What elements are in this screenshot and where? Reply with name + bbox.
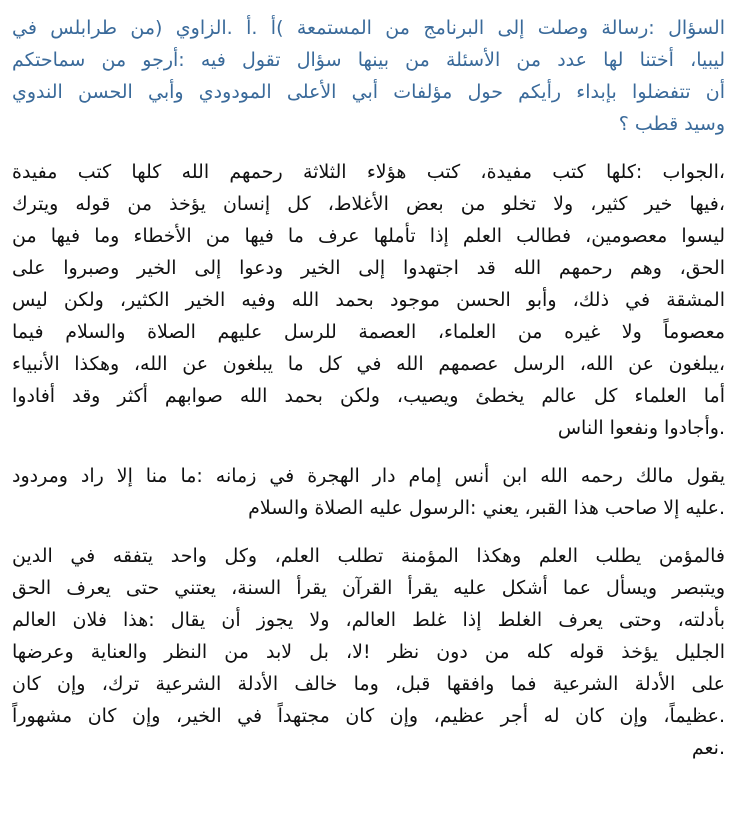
answer-line: المشقة في ذلك، وأبو الحسن موجود بحمد الله وفيه الخير الكثير، ولكن ليس (12, 289, 725, 311)
paragraph-line: بأدلته، وحتى يعرف الغلط إذا غلط العالم، ولا يجوز أن يقال :هذا فلان العالم (12, 609, 725, 631)
question-paragraph (12, 12, 725, 140)
paragraph-line: .عليه إلا صاحب هذا القبر، يعني :الرسول عليه الصلاة والسلام (248, 497, 725, 519)
answer-line: أما العلماء كل عالم يخطئ ويصيب، ولكن بحمد الله صوابهم أكثر وقد أفادوا (12, 385, 725, 407)
answer-paragraph (12, 156, 725, 444)
paragraph-line: ويتبصر ويسأل عما أشكل عليه يقرأ القرآن يقرأ السنة، يعتني حتى يعرف الحق (12, 577, 725, 599)
question-line: السؤال :رسالة وصلت إلى البرنامج من المستمعة )أ .أ .الزاوي (من طرابلس في (12, 17, 725, 39)
paragraph-line: الجليل يؤخذ قوله كله من دون نظر !لا، بل لابد من النظر والعناية وعرضها (12, 641, 725, 663)
answer-line: معصوماً ولا غيره من العلماء، العصمة للرسل عليهم الصلاة والسلام فيما (12, 321, 725, 343)
answer-line: ،يبلغون عن الله، الرسل عصمهم الله في كل ما يبلغون عن الله، وهكذا الأنبياء (12, 353, 725, 375)
malik-quote-paragraph (12, 460, 725, 524)
answer-line: ،فيها خير كثير، ولا تخلو من بعض الأغلاط، كل إنسان يؤخذ من قوله ويترك (12, 193, 725, 215)
question-line: ليبيا، أختنا لها عدد من الأسئلة من بينها سؤال تقول فيه :أرجو من سماحتكم (12, 49, 725, 71)
paragraph-line: .عظيماً، وإن كان له أجر عظيم، وإن كان مجتهداً في الخير، وإن كان مشهوراً (12, 705, 725, 727)
paragraph-line: فالمؤمن يطلب العلم وهكذا المؤمنة تطلب العلم، وكل واحد يتفقه في الدين (12, 545, 725, 567)
paragraph-line: على الأدلة الشرعية فما وافقها قبل، وما خالف الأدلة الشرعية ترك، وإن كان (12, 673, 725, 695)
question-line: أن تتفضلوا بإبداء رأيكم حول مؤلفات أبي الأعلى المودودي وأبي الحسن الندوي (12, 81, 725, 103)
answer-line: .وأجادوا ونفعوا الناس (557, 417, 725, 439)
answer-line: الحق، وهم رحمهم الله قد اجتهدوا إلى الخير ودعوا إلى الخير وصبروا على (12, 257, 725, 279)
paragraph-line: .نعم (691, 737, 725, 759)
paragraph-line: يقول مالك رحمه الله ابن أنس إمام دار الهجرة في زمانه :ما منا إلا راد ومردود (12, 465, 725, 487)
answer-line: ليسوا معصومين، فطالب العلم إذا تأملها عرف ما فيها من الأخطاء وما فيها من (12, 225, 725, 247)
answer-line: ،الجواب :كلها كتب مفيدة، كتب هؤلاء الثلاثة رحمهم الله كلها كتب مفيدة (12, 161, 725, 183)
conclusion-paragraph (12, 540, 725, 764)
question-line: وسيد قطب ؟ (618, 113, 725, 135)
